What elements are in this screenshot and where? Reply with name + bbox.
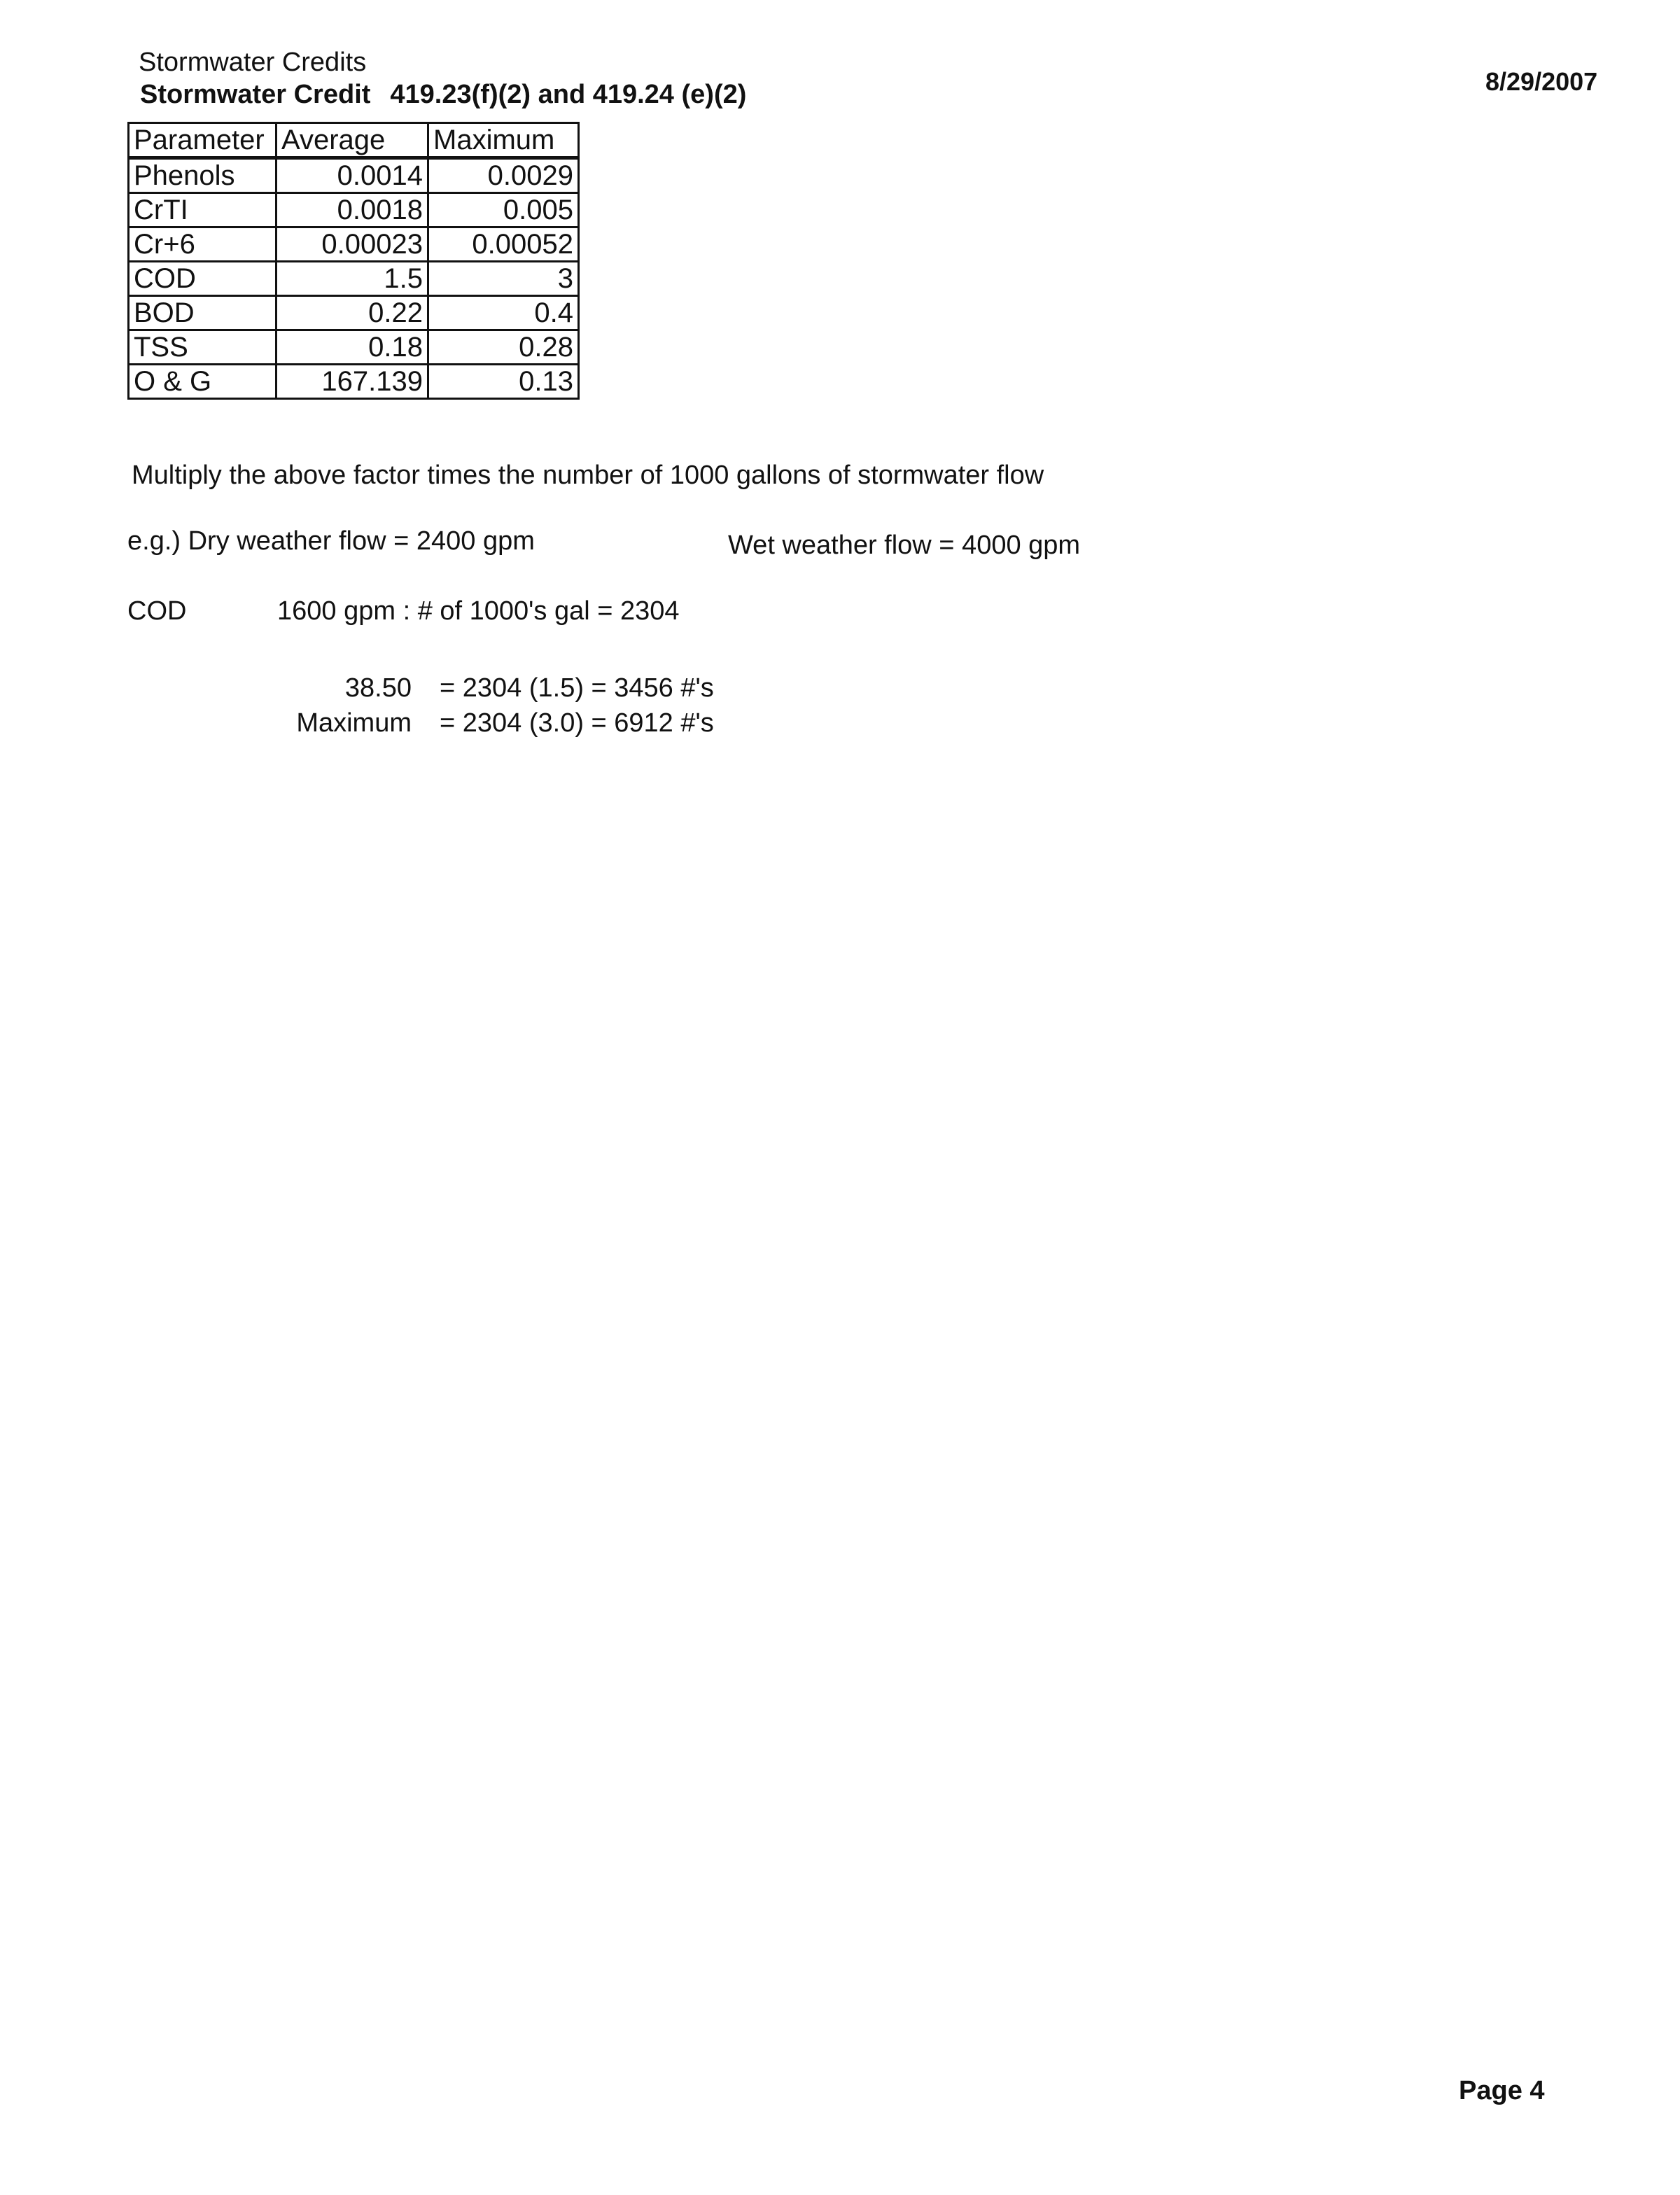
average-cell: 0.0014: [276, 158, 428, 193]
table-row: [129, 262, 579, 296]
document-date: 8/29/2007: [1485, 67, 1598, 96]
document-title: [140, 80, 746, 110]
stormwater-credit-table: [127, 122, 580, 400]
average-calc-label: 38.50: [344, 673, 412, 703]
parameter-cell: Cr+6: [129, 227, 276, 262]
maximum-cell: 3: [428, 262, 579, 296]
column-header-parameter: Parameter: [129, 123, 276, 158]
maximum-calc-label: Maximum: [296, 708, 412, 738]
document-subtitle: Stormwater Credits: [139, 48, 367, 77]
average-cell: 1.5: [276, 262, 428, 296]
table-row: [129, 296, 579, 330]
average-cell: 0.18: [276, 330, 428, 365]
maximum-cell: 0.005: [428, 193, 579, 227]
calculation-labels: [296, 671, 412, 741]
table-header-row: [129, 123, 579, 158]
parameter-cell: TSS: [129, 330, 276, 365]
wet-weather-flow: Wet weather flow = 4000 gpm: [728, 531, 1081, 560]
table-row: [129, 227, 579, 262]
column-header-average: Average: [276, 123, 428, 158]
average-calc-value: = 2304 (1.5) = 3456 #'s: [440, 673, 714, 703]
title-text: Stormwater Credit: [140, 80, 371, 109]
table-row: [129, 193, 579, 227]
page-number: Page 4: [1459, 2076, 1545, 2105]
table-row: [129, 330, 579, 365]
instruction-text: Multiply the above factor times the number of 1000 gallons of stormwater flow: [132, 461, 1044, 490]
parameter-cell: Phenols: [129, 158, 276, 193]
average-cell: 0.0018: [276, 193, 428, 227]
cod-label: COD: [127, 596, 187, 626]
regulation-reference: 419.23(f)(2) and 419.24 (e)(2): [390, 80, 747, 109]
maximum-cell: 0.0029: [428, 158, 579, 193]
maximum-cell: 0.28: [428, 330, 579, 365]
parameter-cell: COD: [129, 262, 276, 296]
average-cell: 167.139: [276, 365, 428, 399]
maximum-calc-value: = 2304 (3.0) = 6912 #'s: [440, 708, 714, 738]
parameter-cell: CrTI: [129, 193, 276, 227]
parameter-cell: BOD: [129, 296, 276, 330]
calculation-values: [440, 671, 714, 741]
average-cell: 0.22: [276, 296, 428, 330]
average-cell: 0.00023: [276, 227, 428, 262]
parameter-cell: O & G: [129, 365, 276, 399]
table-row: [129, 365, 579, 399]
maximum-cell: 0.13: [428, 365, 579, 399]
maximum-cell: 0.4: [428, 296, 579, 330]
dry-weather-flow: e.g.) Dry weather flow = 2400 gpm: [127, 526, 535, 556]
cod-flow-calculation: 1600 gpm : # of 1000's gal = 2304: [277, 596, 680, 626]
column-header-maximum: Maximum: [428, 123, 579, 158]
table-row: [129, 158, 579, 193]
maximum-cell: 0.00052: [428, 227, 579, 262]
